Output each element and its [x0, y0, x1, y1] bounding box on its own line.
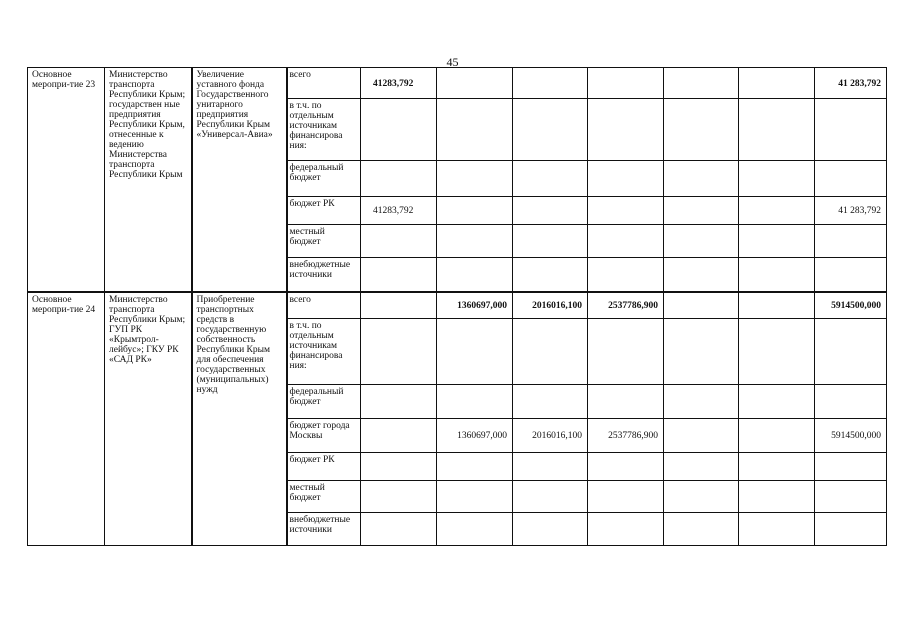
- value-cell: [588, 385, 664, 419]
- total-cell: 41 283,792: [815, 197, 887, 225]
- value-cell: 41283,792: [361, 68, 437, 99]
- value-cell: [513, 197, 588, 225]
- description-cell: Увеличение уставного фонда Государственного унитарного предприятия Республики Крым «Универсал-Авиа»: [192, 68, 287, 292]
- executor-cell: Министерство транспорта Республики Крым; государствен ные предприятия Республики Крым, отнесенные к ведению Министерства транспорта Республики Крым: [105, 68, 192, 292]
- financing-table: [27, 67, 887, 546]
- total-cell: [815, 319, 887, 385]
- value-cell: [588, 481, 664, 513]
- value-cell: [588, 513, 664, 546]
- page-number: 45: [446, 55, 459, 69]
- value-cell: [513, 453, 588, 481]
- executor-cell: Министерство транспорта Республики Крым; ГУП РК «Крымтрол-лейбус»; ГКУ РК «САД РК»: [105, 292, 192, 546]
- source-label: бюджет города Москвы: [287, 419, 361, 453]
- source-label: всего: [287, 292, 361, 319]
- value-cell: [588, 68, 664, 99]
- value-cell: [739, 319, 815, 385]
- value-cell: [361, 292, 437, 319]
- value-cell: [664, 99, 739, 161]
- value-cell: [739, 292, 815, 319]
- value-cell: [664, 225, 739, 258]
- value-cell: [739, 453, 815, 481]
- value-cell: [739, 197, 815, 225]
- value-cell: 1360697,000: [437, 419, 513, 453]
- description-cell: Приобретение транспортных средств в государственную собственность Республики Крым для обеспечения государственных (муниципальных) нужд: [192, 292, 287, 546]
- source-label: всего: [287, 68, 361, 99]
- total-cell: [815, 99, 887, 161]
- value-cell: [739, 385, 815, 419]
- value-cell: [361, 225, 437, 258]
- value-cell: [664, 292, 739, 319]
- source-label: в т.ч. по отдельным источникам финансирова ния:: [287, 319, 361, 385]
- source-label: бюджет РК: [287, 453, 361, 481]
- value-cell: [437, 319, 513, 385]
- value-cell: [513, 225, 588, 258]
- value-cell: [664, 319, 739, 385]
- total-cell: [815, 258, 887, 292]
- source-label: федеральный бюджет: [287, 385, 361, 419]
- value-cell: [664, 419, 739, 453]
- value-cell: [588, 319, 664, 385]
- value-cell: [361, 319, 437, 385]
- value-cell: [361, 161, 437, 197]
- value-cell: [437, 99, 513, 161]
- value-cell: [588, 99, 664, 161]
- value-cell: [664, 68, 739, 99]
- event-cell: Основное меропри-тие 24: [28, 292, 105, 546]
- value-cell: 41283,792: [361, 197, 437, 225]
- source-label: местный бюджет: [287, 225, 361, 258]
- value-cell: [361, 99, 437, 161]
- source-label: федеральный бюджет: [287, 161, 361, 197]
- value-cell: [437, 68, 513, 99]
- value-cell: [739, 225, 815, 258]
- value-cell: 2016016,100: [513, 419, 588, 453]
- value-cell: [588, 225, 664, 258]
- value-cell: [664, 385, 739, 419]
- value-cell: [361, 258, 437, 292]
- value-cell: [437, 453, 513, 481]
- source-label: местный бюджет: [287, 481, 361, 513]
- value-cell: [664, 453, 739, 481]
- value-cell: 2537786,900: [588, 292, 664, 319]
- value-cell: [739, 481, 815, 513]
- table-row: [28, 68, 887, 99]
- total-cell: [815, 225, 887, 258]
- value-cell: [437, 225, 513, 258]
- value-cell: [739, 68, 815, 99]
- value-cell: [664, 481, 739, 513]
- value-cell: [588, 197, 664, 225]
- source-label: внебюджетные источники: [287, 258, 361, 292]
- total-cell: [815, 481, 887, 513]
- value-cell: [664, 197, 739, 225]
- value-cell: 2016016,100: [513, 292, 588, 319]
- value-cell: [739, 419, 815, 453]
- value-cell: [664, 258, 739, 292]
- value-cell: [588, 453, 664, 481]
- total-cell: 5914500,000: [815, 419, 887, 453]
- value-cell: 2537786,900: [588, 419, 664, 453]
- value-cell: [588, 161, 664, 197]
- value-cell: [513, 385, 588, 419]
- value-cell: [739, 258, 815, 292]
- value-cell: [437, 513, 513, 546]
- value-cell: [588, 258, 664, 292]
- value-cell: [437, 197, 513, 225]
- total-cell: [815, 513, 887, 546]
- value-cell: [513, 481, 588, 513]
- value-cell: [437, 385, 513, 419]
- value-cell: [664, 161, 739, 197]
- value-cell: 1360697,000: [437, 292, 513, 319]
- source-label: бюджет РК: [287, 197, 361, 225]
- total-cell: [815, 453, 887, 481]
- value-cell: [739, 161, 815, 197]
- value-cell: [513, 99, 588, 161]
- value-cell: [739, 513, 815, 546]
- value-cell: [361, 513, 437, 546]
- value-cell: [513, 161, 588, 197]
- value-cell: [361, 419, 437, 453]
- value-cell: [361, 385, 437, 419]
- source-label: в т.ч. по отдельным источникам финансирова ния:: [287, 99, 361, 161]
- total-cell: [815, 161, 887, 197]
- value-cell: [664, 513, 739, 546]
- value-cell: [361, 453, 437, 481]
- total-cell: [815, 385, 887, 419]
- value-cell: [513, 513, 588, 546]
- value-cell: [739, 99, 815, 161]
- value-cell: [513, 319, 588, 385]
- value-cell: [513, 258, 588, 292]
- source-label: внебюджетные источники: [287, 513, 361, 546]
- value-cell: [437, 258, 513, 292]
- value-cell: [437, 161, 513, 197]
- value-cell: [513, 68, 588, 99]
- value-cell: [361, 481, 437, 513]
- event-cell: Основное меропри-тие 23: [28, 68, 105, 292]
- value-cell: [437, 481, 513, 513]
- table-row: [28, 292, 887, 319]
- total-cell: 5914500,000: [815, 292, 887, 319]
- total-cell: 41 283,792: [815, 68, 887, 99]
